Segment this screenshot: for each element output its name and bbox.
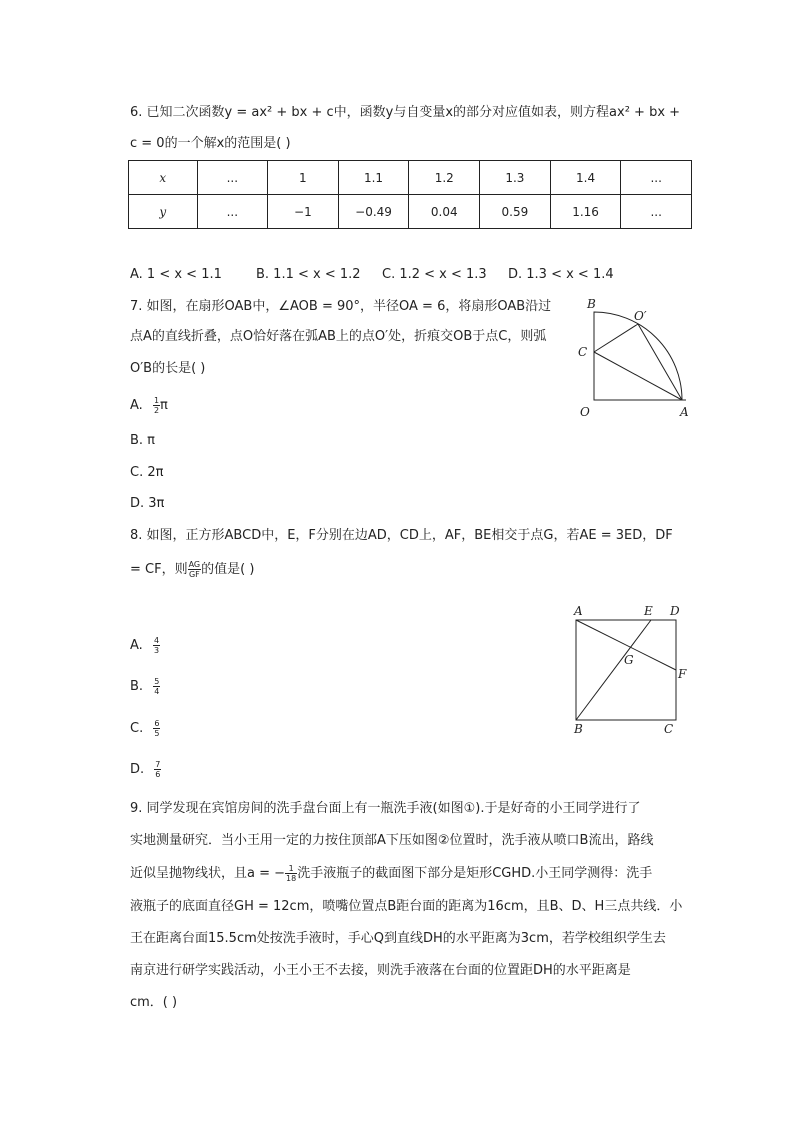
- q6-line-2: c = 0的一个解x的范围是( ): [130, 136, 291, 151]
- option-label: A.: [130, 638, 143, 653]
- square-abcd: [576, 620, 676, 720]
- q6-value-table: [128, 160, 692, 229]
- q8-option-b[interactable]: [130, 677, 160, 696]
- label-d: D: [670, 604, 680, 618]
- fraction-denominator: 6: [155, 770, 161, 779]
- fraction-numerator: 7: [155, 760, 161, 769]
- fraction: [153, 396, 160, 415]
- fraction: [154, 760, 161, 779]
- label-b: B: [587, 297, 596, 311]
- option-label: A.: [130, 398, 143, 413]
- q8-option-c[interactable]: [130, 719, 160, 738]
- segment-ca: [594, 352, 682, 400]
- fraction-denominator: 18: [286, 874, 297, 883]
- q6-option-d[interactable]: D. 1.3 < x < 1.4: [508, 267, 614, 282]
- q9-line-4: 液瓶子的底面直径GH = 12cm，喷嘴位置点B距台面的距离为16cm，且B、D、H三点共线．小: [130, 899, 683, 914]
- table-row-y: [129, 195, 692, 229]
- segment-be: [576, 620, 651, 720]
- q8-line-2: [130, 560, 254, 579]
- table-cell: ...: [621, 161, 692, 195]
- table-cell: −0.49: [338, 195, 409, 229]
- table-row-x: [129, 161, 692, 195]
- fraction-denominator: 4: [154, 687, 160, 696]
- q6-line-1: 6. 已知二次函数y = ax² + bx + c中，函数y与自变量x的部分对应值如表，则方程ax² + bx +: [130, 105, 681, 120]
- table-cell: x: [129, 161, 198, 195]
- label-b: B: [574, 722, 583, 736]
- q8-line-2-post: 的值是( ): [201, 562, 255, 577]
- fraction-denominator: 3: [153, 646, 160, 655]
- label-a: A: [574, 604, 583, 618]
- q9-line-2: 实地测量研究．当小王用一定的力按住顶部A下压如图②位置时，洗手液从喷口B流出，路线: [130, 833, 654, 848]
- q9-line-3: [130, 864, 652, 883]
- table-cell: ...: [197, 195, 268, 229]
- fraction: [153, 636, 160, 655]
- q7-option-a[interactable]: [130, 396, 168, 415]
- fraction-denominator: GF: [188, 570, 200, 579]
- table-cell: 1: [268, 161, 339, 195]
- fraction-numerator: 1: [285, 864, 297, 874]
- label-e: E: [644, 604, 653, 618]
- segment-co-prime: [594, 324, 638, 352]
- q7-option-b[interactable]: B. π: [130, 433, 156, 448]
- fraction-denominator: 5: [154, 729, 160, 738]
- fraction-numerator: AG: [188, 560, 201, 569]
- label-g: G: [624, 653, 634, 667]
- option-label: C.: [130, 721, 144, 736]
- table-cell: 1.2: [409, 161, 480, 195]
- table-cell: 0.04: [409, 195, 480, 229]
- q7-option-d[interactable]: D. 3π: [130, 496, 165, 511]
- q9-line-3-pre: 近似呈抛物线状，且a = −: [130, 866, 286, 881]
- q9-line-6: 南京进行研学实践活动，小王小王不去接，则洗手液落在台面的位置距DH的水平距离是: [130, 963, 631, 978]
- label-f: F: [678, 667, 687, 681]
- q9-line-1: 9. 同学发现在宾馆房间的洗手盘台面上有一瓶洗手液(如图①).于是好奇的小王同学进行了: [130, 801, 641, 816]
- q8-line-1: 8. 如图，正方形ABCD中，E，F分别在边AD，CD上，AF，BE相交于点G，若AE = 3ED，DF: [130, 528, 673, 543]
- label-a: A: [680, 405, 689, 419]
- q6-option-c[interactable]: C. 1.2 < x < 1.3: [382, 267, 487, 282]
- label-o-prime: O′: [634, 309, 647, 323]
- q7-line-1: 7. 如图，在扇形OAB中，∠AOB = 90°，半径OA = 6，将扇形OAB沿过: [130, 299, 552, 314]
- table-cell: −1: [268, 195, 339, 229]
- table-cell: 1.4: [550, 161, 621, 195]
- fraction: [188, 560, 202, 579]
- q8-option-d[interactable]: [130, 760, 161, 779]
- table-cell: ...: [621, 195, 692, 229]
- fraction-denominator: 2: [153, 406, 160, 415]
- q8-option-a[interactable]: [130, 636, 160, 655]
- q7-option-c[interactable]: C. 2π: [130, 465, 164, 480]
- q9-line-5: 王在距离台面15.5cm处按洗手液时，手心Q到直线DH的水平距离为3cm，若学校组织学生去: [130, 931, 666, 946]
- q9-line-3-post: 洗手液瓶子的截面图下部分是矩形CGHD.小王同学测得：洗手: [297, 866, 653, 881]
- label-c: C: [664, 722, 674, 736]
- fraction-numerator: 4: [153, 636, 160, 645]
- fraction-numerator: 6: [154, 719, 160, 728]
- q9-line-7: cm．( ): [130, 995, 178, 1010]
- q6-option-b[interactable]: B. 1.1 < x < 1.2: [256, 267, 361, 282]
- fraction: [285, 864, 297, 883]
- fraction-numerator: 1: [153, 396, 160, 405]
- sector-outline: [594, 312, 682, 400]
- table-cell: 1.16: [550, 195, 621, 229]
- fraction: [153, 719, 160, 738]
- q7-sector-figure: [572, 292, 702, 422]
- q7-line-2: 点A的直线折叠，点O恰好落在弧AB上的点O′处，折痕交OB于点C，则弧: [130, 329, 547, 344]
- label-o: O: [580, 405, 590, 419]
- table-cell: 0.59: [480, 195, 551, 229]
- option-label: B.: [130, 679, 144, 694]
- q6-option-a[interactable]: A. 1 < x < 1.1: [130, 267, 222, 282]
- pi-symbol: π: [160, 398, 168, 413]
- label-c: C: [578, 345, 588, 359]
- table-cell: ...: [197, 161, 268, 195]
- table-cell: y: [129, 195, 198, 229]
- fraction-numerator: 5: [154, 677, 160, 686]
- option-label: D.: [130, 762, 145, 777]
- q8-line-2-pre: = CF，则: [130, 562, 188, 577]
- q8-square-figure: [566, 602, 696, 738]
- table-cell: 1.1: [338, 161, 409, 195]
- table-cell: 1.3: [480, 161, 551, 195]
- segment-o-prime-a: [638, 324, 682, 400]
- q7-line-3: O′B的长是( ): [130, 361, 206, 376]
- fraction: [153, 677, 160, 696]
